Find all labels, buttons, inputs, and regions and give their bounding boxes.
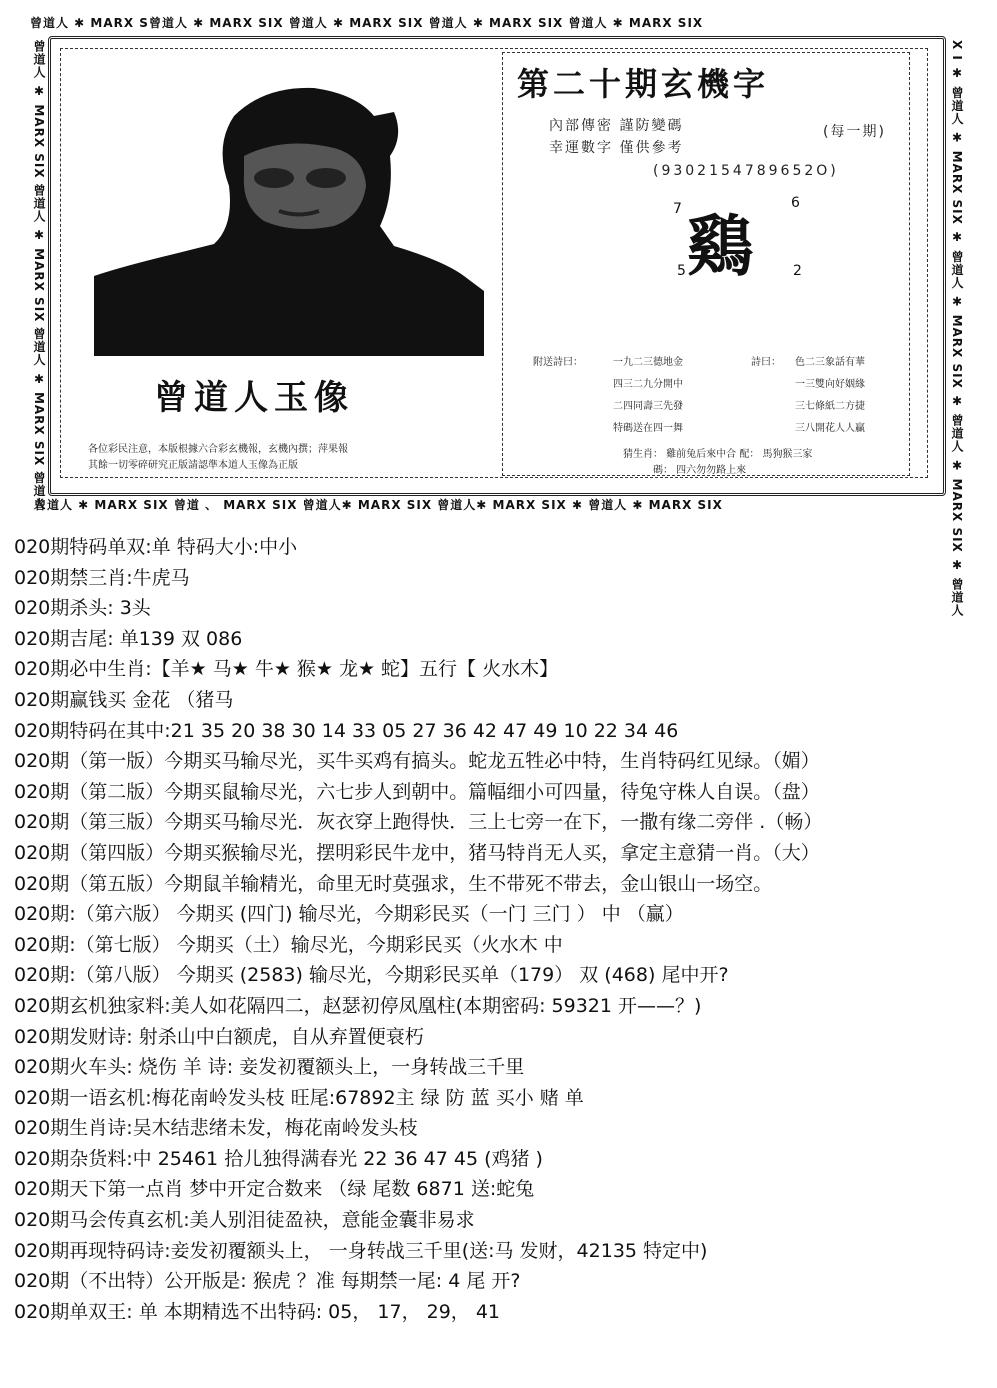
notice-line: 其餘一切零碎研究正版請認準本道人玉像為正版: [88, 460, 298, 471]
tip-line: 碼： 四六勿勿路上來: [653, 465, 747, 476]
notice-line: 各位彩民注意，本版根據六合彩玄機報，玄機內撰；萍果報: [88, 444, 348, 455]
border-top-text: 曾道人 ✱ MARX S曾道人 ✱ MARX SIX 曾道人 ✱ MARX SIX 曾道人 ✱ MARX SIX 曾道人 ✱ MARX SIX: [30, 16, 704, 30]
prediction-line: 020期:（第八版） 今期买 (2583) 输尽光，今期彩民买单（179） 双 (468) 尾中开?: [14, 964, 729, 987]
portrait-caption: 曾道人玉像: [154, 378, 354, 418]
portrait-photo: [94, 76, 484, 356]
prediction-line: 020期特码单双:单 特码大小:中小: [14, 536, 298, 558]
prediction-line: 020期:（第七版） 今期买（土）输尽光，今期彩民买（火水木 中: [14, 933, 563, 956]
prediction-line: 020期火车头: 烧伤 羊 诗: 妾发初覆额头上，一身转战三千里: [14, 1056, 525, 1079]
corner-number: 5: [677, 263, 686, 279]
prediction-line: 020期杀头: 3头: [14, 597, 151, 620]
corner-number: 6: [791, 195, 800, 211]
panel-code: (9302154789652O): [653, 163, 839, 179]
prediction-line: 020期玄机独家料:美人如花隔四二，赵瑟初停凤凰柱(本期密码: 59321 开——？): [14, 994, 702, 1017]
poem-label: 詩曰：: [751, 357, 781, 368]
tip-line: 猜生肖： 雞前兔后來中合 配： 馬狗猴三家: [623, 449, 813, 460]
border-right-text: X I ✱ 曾道人 ✱ MARX SIX ✱ 曾道人 ✱ MARX SIX ✱ 曾道人 ✱ MARX SIX ✱ 曾道人: [950, 40, 964, 618]
panel-line: 內部傳密 謹防變碼: [549, 118, 684, 134]
prediction-line: 020期（第一版）今期买马输尽光，买牛买鸡有搞头。蛇龙五牲必中特，生肖特码红见绿。（媚）: [14, 750, 820, 773]
notice-text: [88, 442, 508, 474]
prediction-line: 020期特码在其中:21 35 20 38 30 14 33 05 27 36 42 47 49 10 22 34 46: [14, 719, 679, 742]
prediction-line: 020期（第四版）今期买猴输尽光，摆明彩民牛龙中，猪马特肖无人买，拿定主意猜一肖。（大）: [14, 841, 820, 864]
border-bottom-text: 曾道人 ✱ MARX SIX 曾道 、 MARX SIX 曾道人✱ MARX SIX 曾道人✱ MARX SIX ✱ 曾道人 ✱ MARX SIX: [34, 498, 723, 512]
prediction-line: 020期赢钱买 金花 （猪马: [14, 688, 234, 711]
poem-line: 特碼送在四一舞: [613, 423, 683, 434]
poem-line: 色二三象話有華: [795, 357, 865, 368]
corner-number: 2: [793, 263, 802, 279]
border-left-text: 曾道人 ✱ MARX SIX 曾道人 ✱ MARX SIX 曾道人 ✱ MARX SIX 曾道人: [32, 40, 46, 511]
prediction-line: 020期生肖诗:吴木结悲绪未发，梅花南岭发头枝: [14, 1117, 418, 1140]
prediction-line: 020期（不出特）公开版是: 猴虎 ？准 每期禁一尾: 4 尾 开?: [14, 1270, 521, 1293]
corner-number: 7: [673, 201, 682, 217]
panel-line: 幸運數字 僅供參考: [549, 140, 684, 156]
poem-line: 三八開花人人贏: [795, 423, 865, 434]
poem-line: 一九二三德地金: [613, 357, 683, 368]
prediction-lines: [14, 532, 989, 1327]
prediction-line: 020期天下第一点肖 梦中开定合数来 （绿 尾数 6871 送:蛇兔: [14, 1178, 535, 1201]
panel-issue: (每一期): [823, 124, 886, 140]
prediction-line: 020期杂货料:中 25461 拾儿独得满春光 22 36 47 45 (鸡猪 ): [14, 1147, 543, 1170]
prediction-line: 020期一语玄机:梅花南岭发头枝 旺尾:67892主 绿 防 蓝 买小 赌 单: [14, 1086, 584, 1109]
prediction-line: 020期再现特码诗:妾发初覆额头上， 一身转战三千里(送:马 发财，42135 特定中): [14, 1239, 708, 1262]
poem-label: 附送詩曰：: [533, 357, 583, 368]
prediction-line: 020期马会传真玄机:美人别泪徒盈袂，意能金囊非易求: [14, 1209, 475, 1232]
poem-line: 一三雙向好姻緣: [795, 379, 865, 390]
panel-title: 第二十期玄機字: [517, 65, 770, 103]
poem-line: 四三二九分開中: [613, 379, 683, 390]
poem-line: 二四同壽三先發: [613, 401, 683, 412]
prediction-line: 020期:（第六版） 今期买 (四门) 输尽光，今期彩民买（一门 三门 ） 中 （赢）: [14, 903, 684, 926]
prediction-line: 020期（第三版）今期买马输尽光．灰衣穿上跑得快．三上七旁一在下，一撒有缘二旁伴 .（畅）: [14, 811, 823, 834]
poem-line: 三七條紙二方捷: [795, 401, 865, 412]
prediction-line: 020期必中生肖:【羊★ 马★ 牛★ 猴★ 龙★ 蛇】五行【 火水木】: [14, 658, 559, 681]
prediction-line: 020期（第五版）今期鼠羊输精光，命里无时莫强求，生不带死不带去，金山银山一场空。: [14, 872, 773, 895]
prediction-line: 020期（第二版）今期买鼠输尽光，六七步人到朝中。篇幅细小可四量，待兔守株人自误。（盘）: [14, 780, 820, 803]
prediction-line: 020期禁三肖:牛虎马: [14, 566, 190, 589]
big-glyph: 鷄: [687, 207, 753, 285]
prediction-line: 020期吉尾: 单139 双 086: [14, 627, 243, 650]
prediction-line: 020期单双王: 单 本期精选不出特码: 05， 17， 29， 41: [14, 1300, 501, 1323]
glyph-box: [663, 189, 803, 289]
prediction-line: 020期发财诗: 射杀山中白额虎，自从弃置便衰朽: [14, 1025, 424, 1048]
riddle-panel: [502, 52, 910, 476]
